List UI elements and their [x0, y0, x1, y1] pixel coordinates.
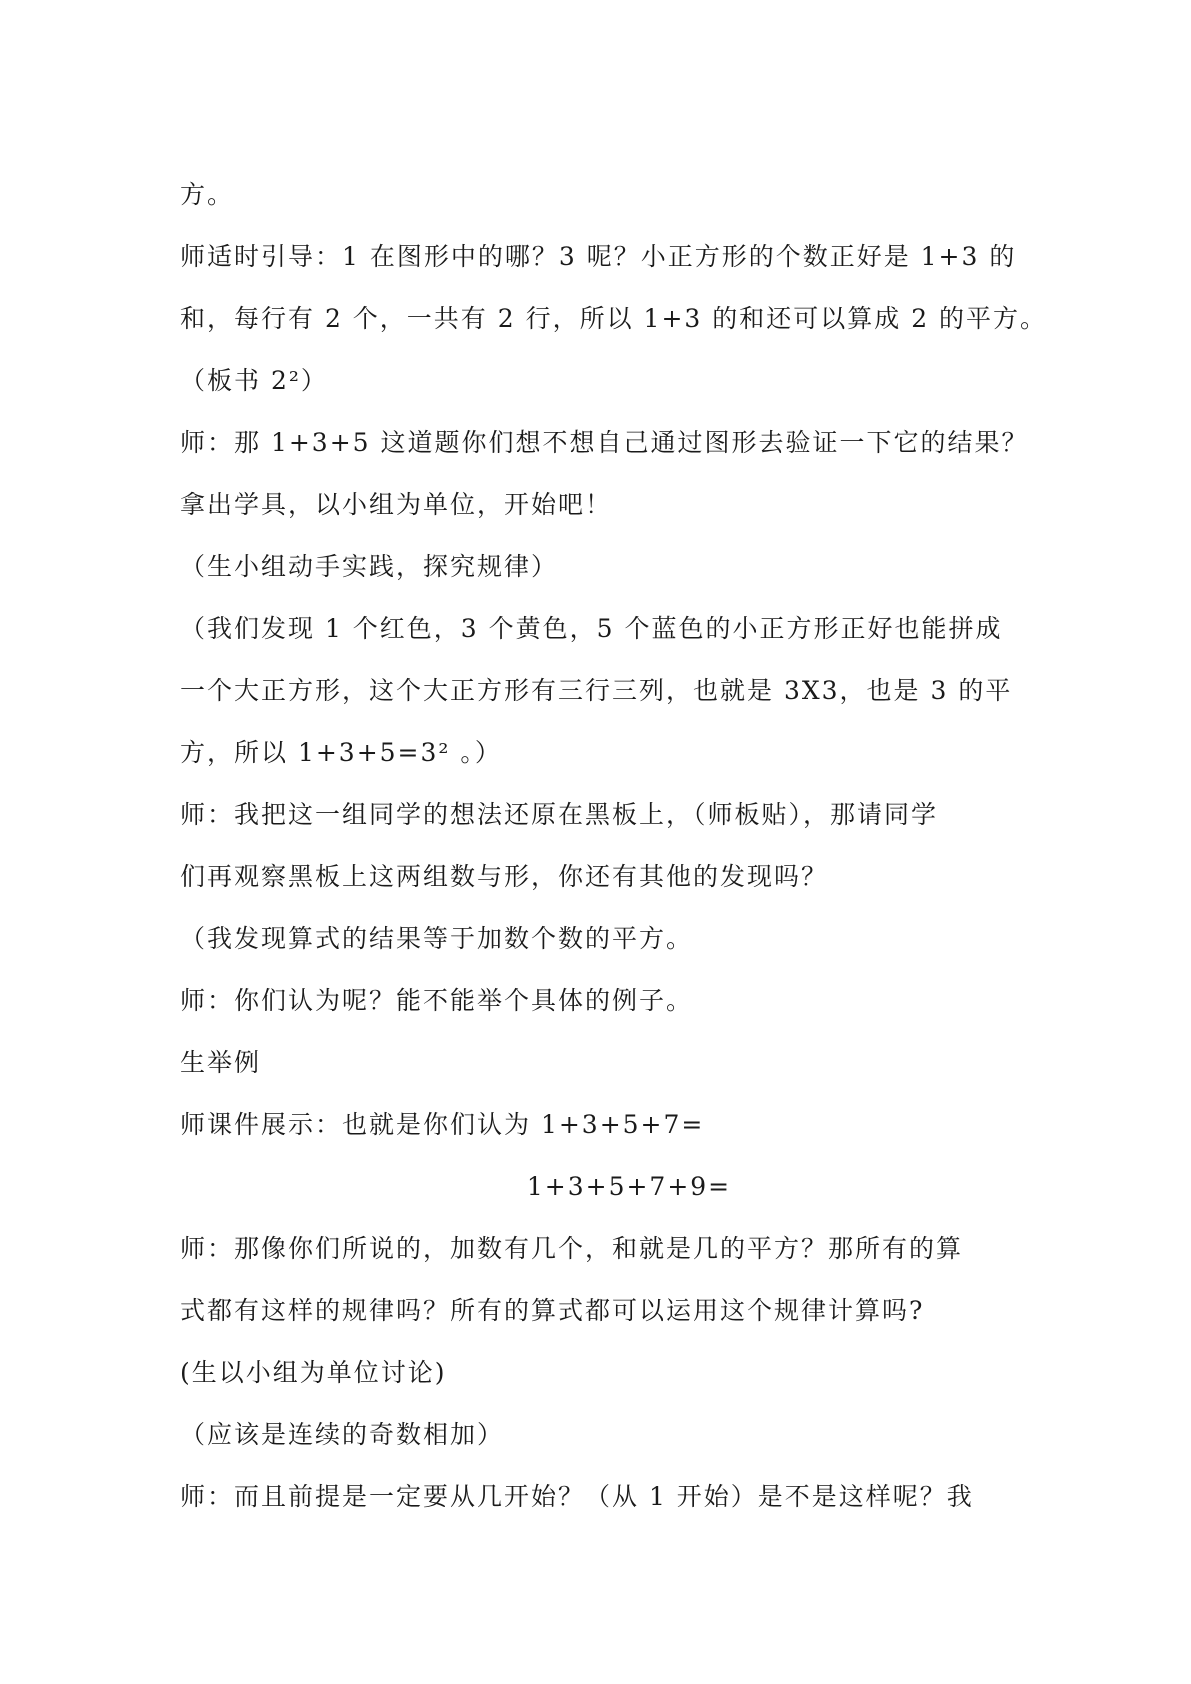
text-line: 一个大正方形，这个大正方形有三行三列，也就是 3X3，也是 3 的平 — [180, 676, 1013, 705]
text-line: 们再观察黑板上这两组数与形，你还有其他的发现吗？ — [180, 862, 829, 891]
centered-formula-line: 1+3+5+7+9= — [526, 1172, 732, 1201]
text-line: 师：那 1+3+5 这道题你们想不想自己通过图形去验证一下它的结果？ — [180, 428, 1029, 457]
text-line: （我发现算式的结果等于加数个数的平方。 — [180, 924, 694, 953]
text-line: 师：我把这一组同学的想法还原在黑板上，（师板贴），那请同学 — [180, 800, 939, 829]
text-line: 师：而且前提是一定要从几开始？（从 1 开始）是不是这样呢？我 — [180, 1482, 974, 1511]
text-line: （我们发现 1 个红色，3 个黄色，5 个蓝色的小正方形正好也能拼成 — [180, 614, 1003, 643]
text-line: 拿出学具，以小组为单位，开始吧！ — [180, 490, 613, 519]
text-line: 方。 — [180, 180, 235, 209]
text-line: 师适时引导：1 在图形中的哪？3 呢？小正方形的个数正好是 1+3 的 — [180, 242, 1017, 271]
document-body — [180, 164, 1048, 1528]
text-line: 和，每行有 2 个，一共有 2 行，所以 1+3 的和还可以算成 2 的平方。 — [180, 304, 1048, 333]
text-line: （板书 2²） — [180, 366, 328, 395]
text-line: 师：你们认为呢？能不能举个具体的例子。 — [180, 986, 694, 1015]
text-line: 生举例 — [180, 1048, 262, 1077]
text-line: (生以小组为单位讨论) — [180, 1358, 447, 1387]
text-line: 师：那像你们所说的，加数有几个，和就是几的平方？那所有的算 — [180, 1234, 964, 1263]
text-line: 方，所以 1+3+5=3² 。） — [180, 738, 502, 767]
text-line: （生小组动手实践，探究规律） — [180, 552, 559, 581]
text-line: 师课件展示：也就是你们认为 1+3+5+7= — [180, 1110, 705, 1139]
text-line: （应该是连续的奇数相加） — [180, 1420, 505, 1449]
text-line: 式都有这样的规律吗？所有的算式都可以运用这个规律计算吗? — [180, 1296, 925, 1325]
